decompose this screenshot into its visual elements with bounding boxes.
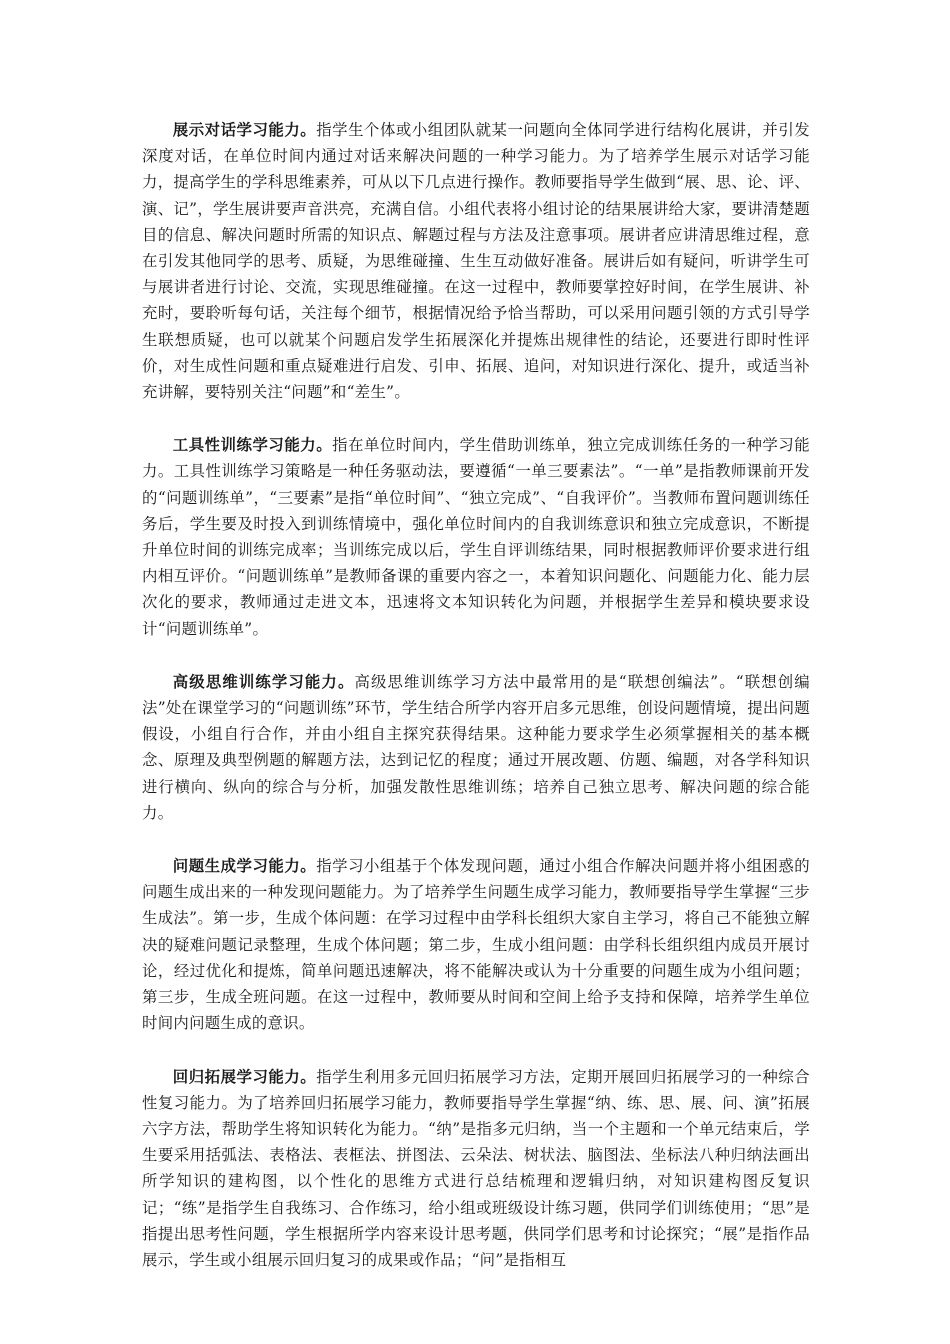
paragraph-training-ability bbox=[142, 432, 810, 642]
paragraph-heading: 高级思维训练学习能力。 bbox=[172, 672, 355, 691]
paragraph-heading: 展示对话学习能力。 bbox=[172, 121, 317, 139]
paragraph-review-extension-ability bbox=[142, 1064, 810, 1274]
paragraph-heading: 回归拓展学习能力。 bbox=[172, 1067, 317, 1086]
paragraph-body: 指学习小组基于个体发现问题，通过小组合作解决问题并将小组困惑的问题生成出来的一种发现问题能力。为了培养学生问题生成学习能力，教师要指导学生掌握“三步生成法”。第一步，生成个体问题：在学习过程中由学科长组织大家自主学习，将自己不能独立解决的疑难问题记录整理，生成个体问题；第二步，生成小组问题：由学科长组织组内成员开展讨论，经过优化和提炼，简单问题迅速解决，将不能解决或认为十分重要的问题生成为小组问题；第三步，生成全班问题。在这一过程中，教师要从时间和空间上给予支持和保障，培养学生单位时间内问题生成的意识。 bbox=[142, 857, 810, 1033]
paragraph-body: 指学生利用多元回归拓展学习方法，定期开展回归拓展学习的一种综合性复习能力。为了培养回归拓展学习能力，教师要指导学生掌握“纳、练、思、展、问、演”拓展六字方法，帮助学生将知识转化为能力。“纳”是指多元归纳，当一个主题和一个单元结束后，学生要采用括弧法、表格法、表框法、拼图法、云朵法、树状法、脑图法、坐标法八种归纳法画出所学知识的建构图，以个性化的思维方式进行总结梳理和逻辑归纳，对知识建构图反复识记；“练”是指学生自我练习、合作练习，给小组或班级设计练习题，供同学们训练使用；“思”是指提出思考性问题，学生根据所学内容来设计思考题，供同学们思考和讨论探究；“展”是指作品展示，学生或小组展示回归复习的成果或作品；“问”是指相互 bbox=[142, 1067, 810, 1269]
paragraph-heading: 问题生成学习能力。 bbox=[172, 857, 317, 876]
document-page bbox=[142, 117, 810, 1300]
paragraph-advanced-thinking-ability bbox=[142, 669, 810, 826]
paragraph-heading: 工具性训练学习能力。 bbox=[172, 436, 333, 455]
paragraph-problem-generation-ability bbox=[142, 853, 810, 1036]
paragraph-body: 指学生个体或小组团队就某一问题向全体同学进行结构化展讲，并引发深度对话，在单位时间内通过对话来解决问题的一种学习能力。为了培养学生展示对话学习能力，提高学生的学科思维素养，可从以下几点进行操作。教师要指导学生做到“展、思、论、评、演、记”，学生展讲要声音洪亮，充满自信。小组代表将小组讨论的结果展讲给大家，要讲清楚题目的信息、解决问题时所需的知识点、解题过程与方法及注意事项。展讲者应讲清思维过程，意在引发其他同学的思考、质疑，为思维碰撞、生生互动做好准备。展讲后如有疑问，听讲学生可与展讲者进行讨论、交流，实现思维碰撞。在这一过程中，教师要掌控好时间，在学生展讲、补充时，要聆听每句话，关注每个细节，根据情况给予恰当帮助，可以采用问题引领的方式引导学生联想质疑，也可以就某个问题启发学生拓展深化并提炼出规律性的结论，还要进行即时性评价，对生成性问题和重点疑难进行启发、引申、拓展、追问，对知识进行深化、提升，或适当补充讲解，要特别关注“问题”和“差生”。 bbox=[142, 121, 810, 402]
paragraph-body: 高级思维训练学习方法中最常用的是“联想创编法”。“联想创编法”处在课堂学习的“问题训练”环节，学生结合所学内容开启多元思维，创设问题情境，提出问题假设，小组自行合作，并由小组自主探究获得结果。这种能力要求学生必须掌握相关的基本概念、原理及典型例题的解题方法，达到记忆的程度；通过开展改题、仿题、编题，对各学科知识进行横向、纵向的综合与分析，加强发散性思维训练；培养自己独立思考、解决问题的综合能力。 bbox=[142, 672, 810, 822]
paragraph-dialogue-ability bbox=[142, 117, 810, 405]
paragraph-body: 指在单位时间内，学生借助训练单，独立完成训练任务的一种学习能力。工具性训练学习策略是一种任务驱动法，要遵循“一单三要素法”。“一单”是指教师课前开发的“问题训练单”，“三要素”是指“单位时间”、“独立完成”、“自我评价”。当教师布置问题训练任务后，学生要及时投入到训练情境中，强化单位时间内的自我训练意识和独立完成意识，不断提升单位时间的训练完成率；当训练完成以后，学生自评训练结果，同时根据教师评价要求进行组内相互评价。“问题训练单”是教师备课的重要内容之一，本着知识问题化、问题能力化、能力层次化的要求，教师通过走进文本，迅速将文本知识转化为问题，并根据学生差异和模块要求设计“问题训练单”。 bbox=[142, 436, 810, 638]
